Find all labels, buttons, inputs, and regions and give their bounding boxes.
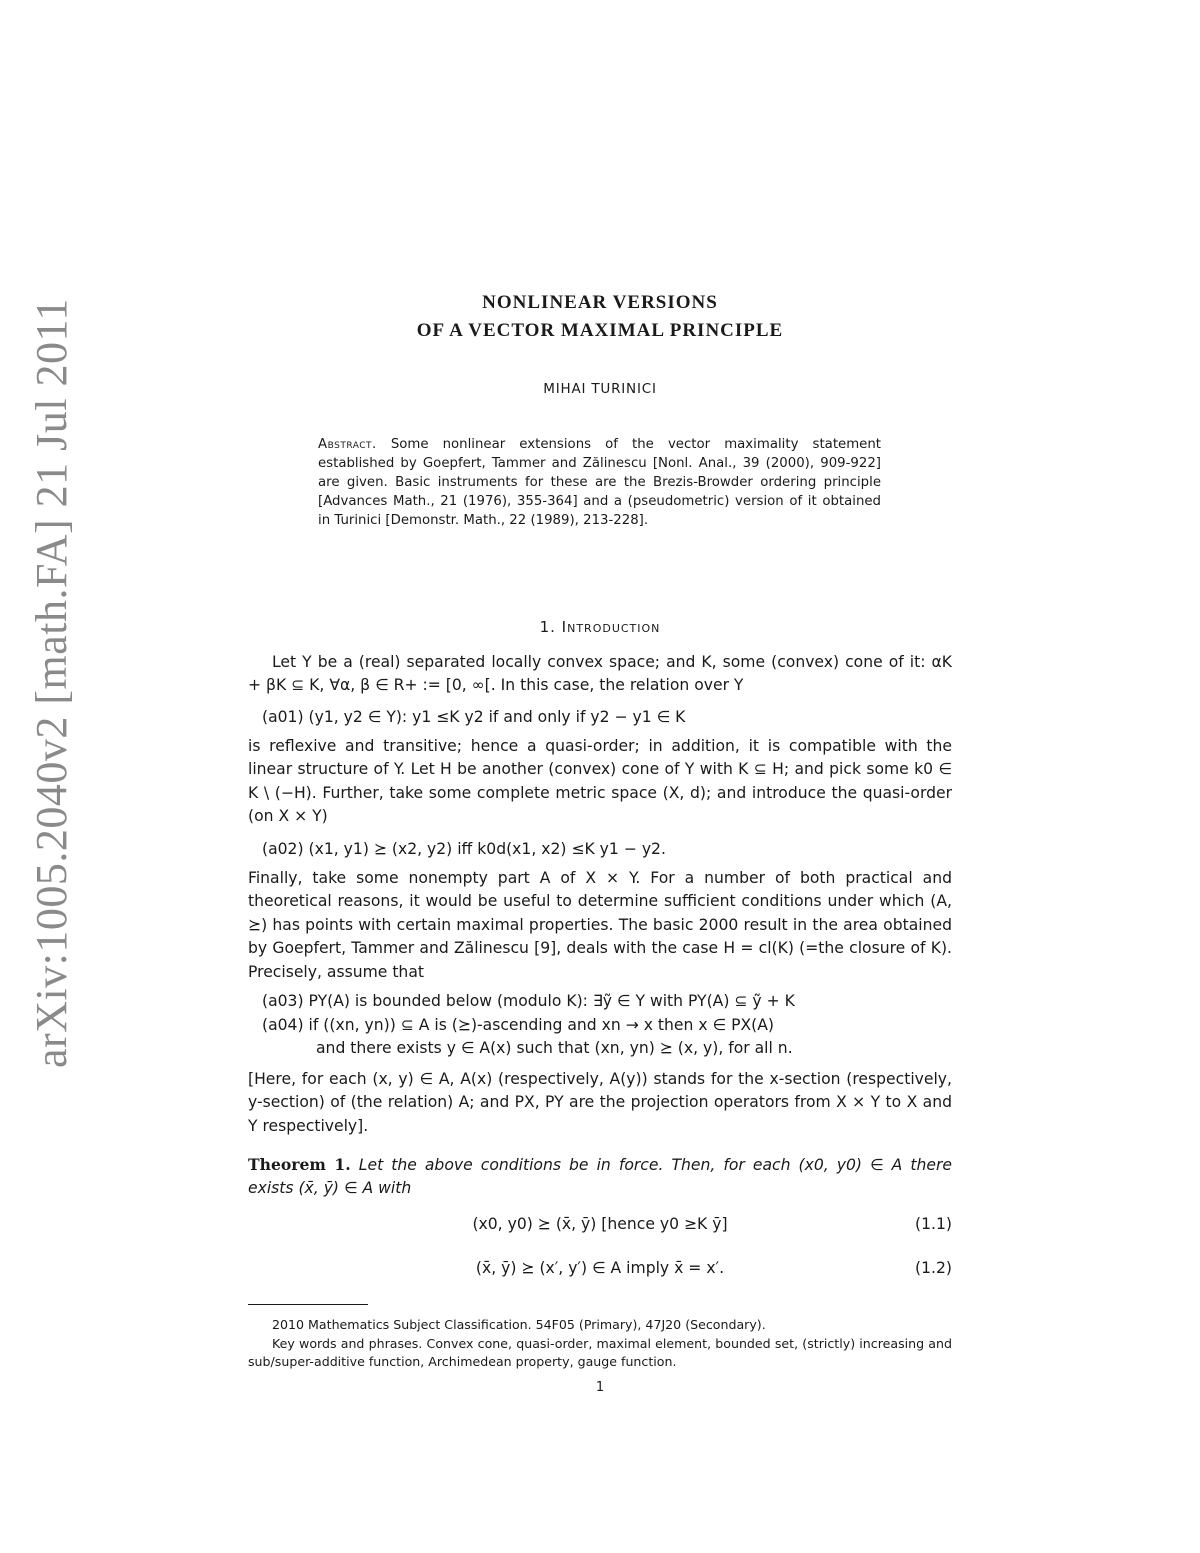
equation-1-1-body: (x0, y0) ⪰ (x̄, ȳ) [hence y0 ≥K ȳ]	[472, 1215, 728, 1233]
theorem-1	[248, 1153, 952, 1201]
condition-a03: (a03) PY(A) is bounded below (modulo K): ∃ỹ ∈ Y with PY(A) ⊆ ỹ + K	[262, 992, 795, 1010]
equation-1-2-body: (x̄, ȳ) ⪰ (x′, y′) ∈ A imply x̄ = x′.	[475, 1259, 725, 1277]
intro-paragraph-3: Finally, take some nonempty part A of X × Y. For a number of both practical and theoretical reasons, it would be useful to determine sufficient conditions under which (A, ⪰) has points with certain maximal properties. The basic 2000 result in the area obtained by Goepfert, Tammer and Zălinescu [9], deals with the case H = cl(K) (=the closure of K). Precisely, assume that	[248, 869, 952, 981]
equation-1-2	[248, 1259, 952, 1283]
equation-1-1	[248, 1215, 952, 1239]
condition-a04	[262, 1014, 952, 1061]
page-number: 1	[595, 1380, 605, 1395]
equation-1-1-number: (1.1)	[915, 1215, 952, 1233]
theorem-statement: Let the above conditions be in force. Then, for each (x0, y0) ∈ A there exists (x̄, ȳ) ∈ A with	[248, 1156, 953, 1198]
condition-a01: (a01) (y1, y2 ∈ Y): y1 ≤K y2 if and only if y2 − y1 ∈ K	[262, 708, 686, 726]
footnote-msc: 2010 Mathematics Subject Classification. 54F05 (Primary), 47J20 (Secondary).	[272, 1317, 766, 1332]
intro-paragraph-1: Let Y be a (real) separated locally convex space; and K, some (convex) cone of it: αK + βK ⊆ K, ∀α, β ∈ R+ := [0, ∞[. In this case, the relation over Y	[248, 653, 952, 695]
paper-title-line1: NONLINEAR VERSIONS	[482, 292, 718, 313]
author-name: MIHAI TURINICI	[543, 381, 657, 397]
section-heading-introduction: 1. Introduction	[539, 618, 661, 636]
paper-title-line2: OF A VECTOR MAXIMAL PRINCIPLE	[416, 320, 784, 341]
condition-a02: (a02) (x1, y1) ⪰ (x2, y2) iff k0d(x1, x2) ≤K y1 − y2.	[262, 840, 666, 858]
footnote-keywords: Key words and phrases. Convex cone, quasi-order, maximal element, bounded set, (strictly) increasing and sub/super-additive function, Archimedean property, gauge function.	[248, 1336, 952, 1369]
abstract	[318, 435, 881, 530]
condition-a04-line1: (a04) if ((xn, yn)) ⊆ A is (⪰)-ascending and xn → x then x ∈ PX(A)	[262, 1016, 774, 1034]
intro-paragraph-4: [Here, for each (x, y) ∈ A, A(x) (respectively, A(y)) stands for the x-section (respectively, y-section) of (the relation) A; and PX, PY are the projection operators from X × Y to X and Y respectively].	[248, 1070, 952, 1135]
abstract-text: Some nonlinear extensions of the vector maximality statement established by Goepfert, Tammer and Zălinescu [Nonl. Anal., 39 (2000), 909-922] are given. Basic instruments for these are the Brezis-Browder ordering principle [Advances Math., 21 (1976), 355-364] and a (pseudometric) version of it obtained in Turinici [Demonstr. Math., 22 (1989), 213-228].	[318, 437, 881, 528]
intro-paragraph-2: is reflexive and transitive; hence a quasi-order; in addition, it is compatible with the linear structure of Y. Let H be another (convex) cone of Y with K ⊆ H; and pick some k0 ∈ K \ (−H). Further, take some complete metric space (X, d); and introduce the quasi-order (on X × Y)	[248, 737, 952, 826]
theorem-label: Theorem 1.	[248, 1155, 351, 1174]
footnote-rule	[248, 1304, 368, 1305]
abstract-label: Abstract.	[318, 437, 377, 452]
arxiv-stamp: arXiv:1005.2040v2 [math.FA] 21 Jul 2011	[27, 298, 76, 1068]
equation-1-2-number: (1.2)	[915, 1259, 952, 1277]
condition-a04-line2: and there exists y ∈ A(x) such that (xn, yn) ⪰ (x, y), for all n.	[316, 1039, 793, 1058]
